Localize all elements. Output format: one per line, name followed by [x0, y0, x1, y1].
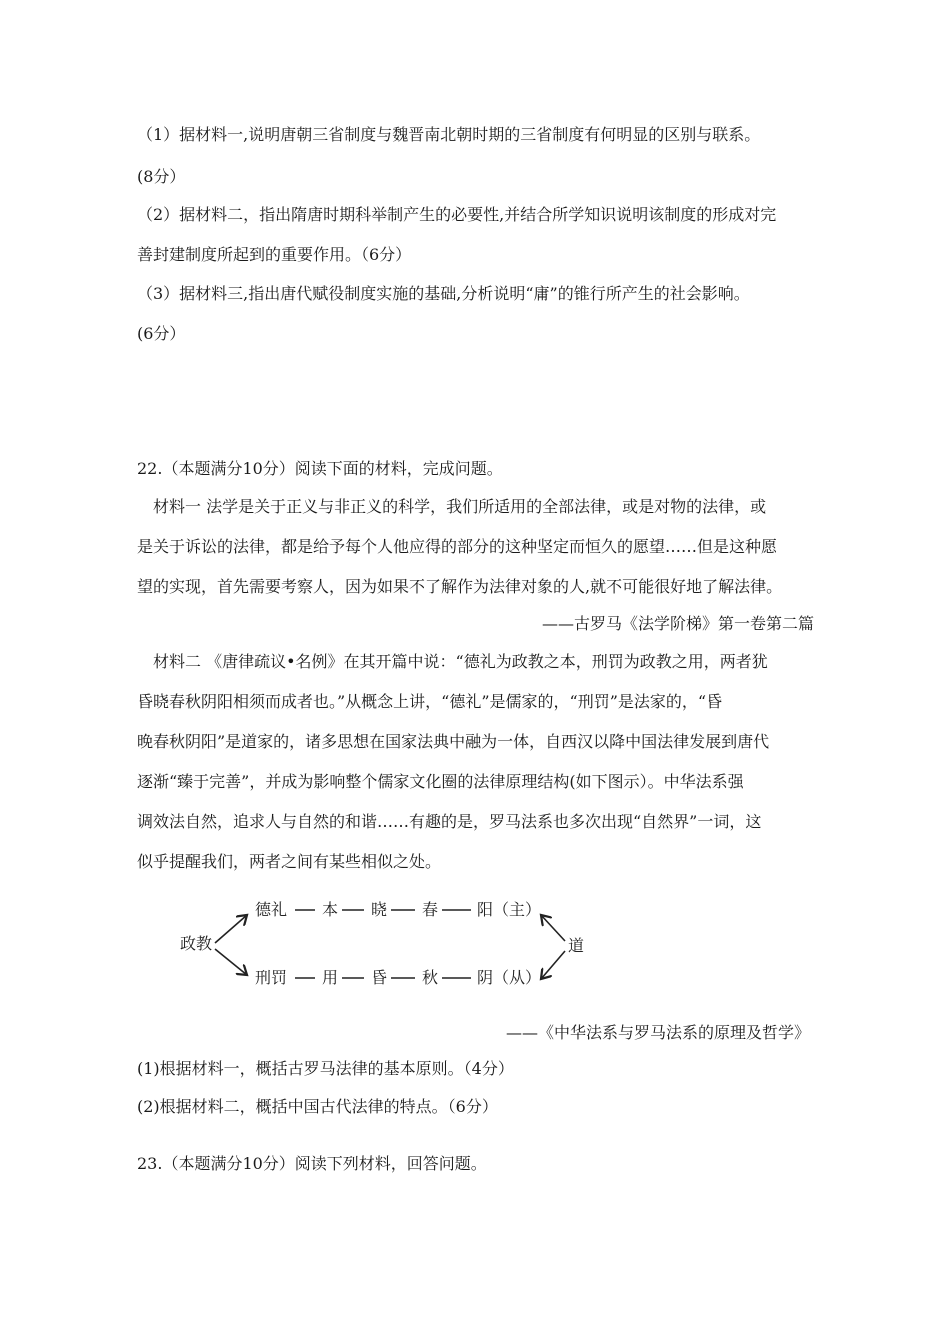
q23-heading: 23.（本题满分10分）阅读下列材料，回答问题。 [137, 1154, 487, 1173]
diagram-top-deli: 德礼 [255, 900, 288, 919]
diagram-bottom-yong: 用 [322, 968, 339, 987]
q21-part1-line1: （1）据材料一,说明唐朝三省制度与魏晋南北朝时期的三省制度有何明显的区别与联系。 [137, 125, 761, 144]
diagram-arrow-up-right [541, 915, 565, 941]
q22-material2-line2: 昏晓春秋阴阳相须而成者也。”从概念上讲，“德礼”是儒家的，“刑罚”是法家的，“昏 [137, 692, 723, 711]
q22-material2-source: ——《中华法系与罗马法系的原理及哲学》 [505, 1023, 810, 1042]
q22-material1-line3: 望的实现，首先需要考察人，因为如果不了解作为法律对象的人,就不可能很好地了解法律。 [137, 577, 783, 596]
q22-heading: 22.（本题满分10分）阅读下面的材料，完成问题。 [137, 459, 503, 478]
q22-material2-line1: 材料二 《唐律疏议•名例》在其开篇中说：“德礼为政教之本，刑罚为政教之用，两者犹 [153, 652, 768, 671]
q21-part3-line1: （3）据材料三,指出唐代赋役制度实施的基础,分析说明“庸”的锥行所产生的社会影响。 [137, 284, 750, 303]
diagram-top-yang: 阳（主） [477, 900, 542, 919]
q22-question1: (1)根据材料一，概括古罗马法律的基本原则。（4分） [137, 1059, 514, 1078]
q22-material2-line6: 似乎提醒我们，两者之间有某些相似之处。 [137, 852, 442, 871]
q22-material2-line4: 逐渐“臻于完善”，并成为影响整个儒家文化圈的法律原理结构(如下图示）。中华法系强 [137, 772, 744, 791]
diagram-bottom-hun: 昏 [371, 968, 388, 987]
q22-material1-line1: 材料一 法学是关于正义与非正义的科学，我们所适用的全部法律，或是对物的法律，或 [153, 497, 767, 516]
q21-part3-line2: (6分） [137, 324, 186, 343]
diagram-top-xiao: 晓 [371, 900, 388, 919]
diagram-top-chun: 春 [422, 900, 439, 919]
diagram-arrow-down-right [541, 951, 565, 979]
q21-part1-line2: (8分） [137, 167, 186, 186]
q22-material1-source: ——古罗马《法学阶梯》第一卷第二篇 [541, 614, 814, 633]
diagram-top-ben: 本 [322, 900, 339, 919]
diagram-bottom-yin: 阴（从） [477, 968, 542, 987]
diagram-bottom-qiu: 秋 [422, 968, 439, 987]
diagram-node-zhengjiao: 政教 [180, 934, 213, 953]
diagram-bottom-xingfa: 刑罚 [255, 968, 288, 987]
q21-part2-line2: 善封建制度所起到的重要作用。（6分） [137, 245, 412, 264]
q22-material2-line5: 调效法自然，追求人与自然的和谐……有趣的是，罗马法系也多次出现“自然界”一词，这 [137, 812, 762, 831]
q21-part2-line1: （2）据材料二，指出隋唐时期科举制产生的必要性,并结合所学知识说明该制度的形成对完 [137, 205, 777, 224]
q22-material1-line2: 是关于诉讼的法律，都是给予每个人他应得的部分的这种坚定而恒久的愿望……但是这种愿 [137, 537, 778, 556]
diagram-arrow-down-left [215, 949, 247, 975]
diagram-arrow-up-left [215, 915, 247, 943]
diagram-node-dao: 道 [568, 936, 585, 955]
q22-material2-line3: 晚春秋阴阳”是道家的，诸多思想在国家法典中融为一体，自西汉以降中国法律发展到唐代 [137, 732, 770, 751]
q22-question2: (2)根据材料二，概括中国古代法律的特点。（6分） [137, 1097, 498, 1116]
law-structure-diagram [175, 893, 595, 1003]
